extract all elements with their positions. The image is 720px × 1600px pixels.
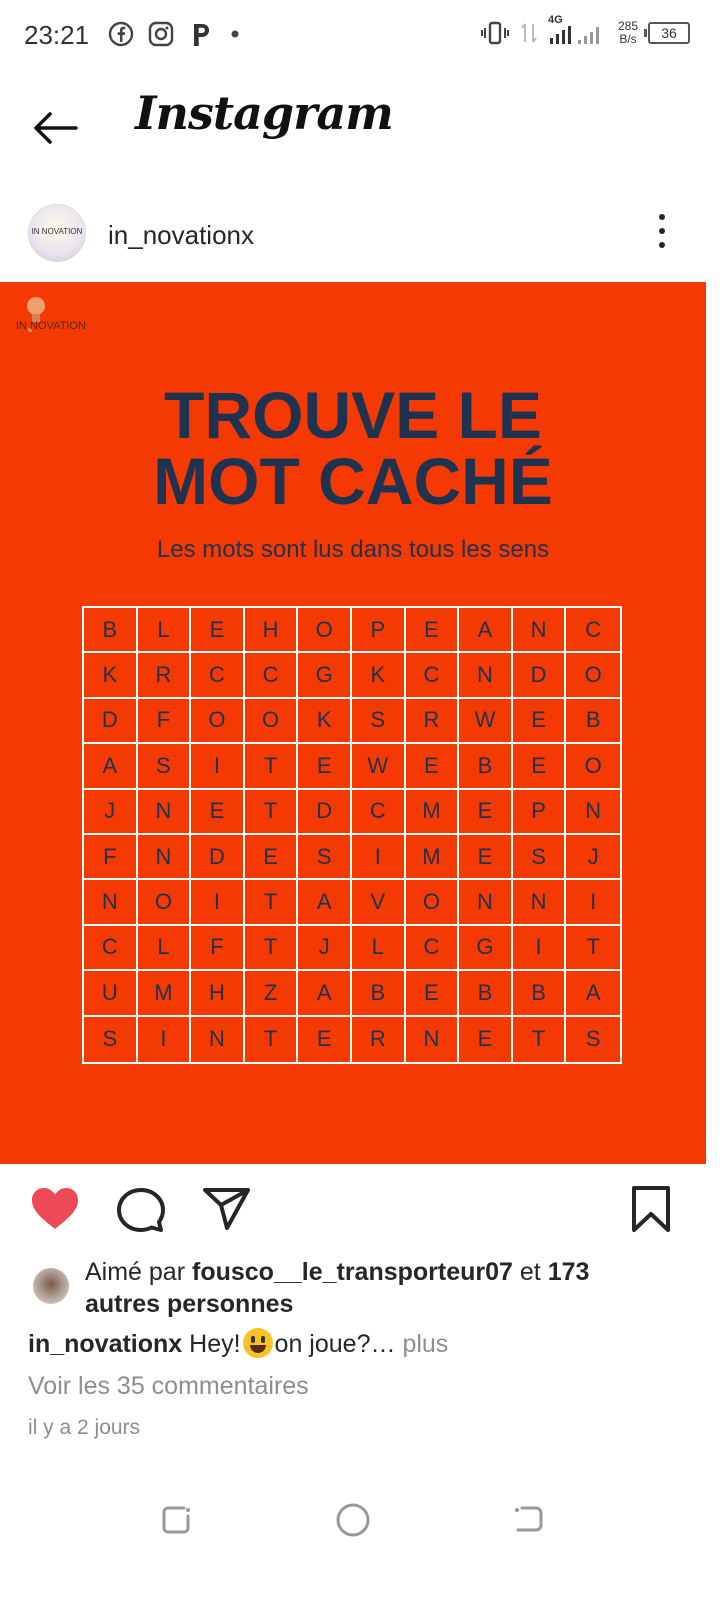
caption-text-before: Hey!	[189, 1330, 241, 1358]
instagram-icon	[148, 21, 174, 47]
grid-cell: E	[513, 699, 567, 744]
grid-cell: A	[298, 971, 352, 1016]
grid-cell: E	[298, 744, 352, 789]
battery-level: 36	[661, 25, 677, 41]
grid-cell: D	[298, 790, 352, 835]
grid-cell: F	[191, 926, 245, 971]
post-username[interactable]: in_novationx	[108, 220, 254, 250]
caption	[28, 1328, 448, 1359]
grid-cell: T	[245, 1017, 299, 1062]
grid-cell: I	[191, 744, 245, 789]
title-line-2: MOT CACHÉ	[153, 444, 553, 518]
back-arrow-icon[interactable]	[30, 108, 80, 148]
grid-cell: S	[84, 1017, 138, 1062]
grid-cell: G	[298, 653, 352, 698]
back-icon[interactable]	[510, 1502, 546, 1538]
likes-others[interactable]: 173 autres personnes	[85, 1258, 590, 1318]
more-options-icon[interactable]	[650, 214, 674, 248]
grid-cell: F	[138, 699, 192, 744]
status-right	[480, 14, 690, 48]
grid-cell: W	[352, 744, 406, 789]
grid-cell: B	[352, 971, 406, 1016]
grid-cell: J	[298, 926, 352, 971]
logo-text: IN NOVATION	[16, 320, 86, 332]
brand-logo	[14, 294, 114, 352]
grid-cell: V	[352, 880, 406, 925]
grid-cell: H	[245, 608, 299, 653]
grid-cell: E	[459, 790, 513, 835]
grid-cell: N	[138, 790, 192, 835]
send-icon[interactable]	[202, 1186, 252, 1232]
grid-cell: M	[138, 971, 192, 1016]
grid-cell: S	[298, 835, 352, 880]
grid-cell: M	[406, 790, 460, 835]
grid-cell: E	[459, 1017, 513, 1062]
comment-icon[interactable]	[116, 1186, 166, 1232]
grid-cell: E	[298, 1017, 352, 1062]
grid-cell: T	[245, 744, 299, 789]
grid-cell: N	[459, 880, 513, 925]
grid-cell: E	[245, 835, 299, 880]
facebook-icon	[108, 21, 134, 47]
grid-cell: C	[191, 653, 245, 698]
grid-cell: T	[566, 926, 620, 971]
recents-icon[interactable]	[158, 1502, 194, 1538]
grid-cell: T	[245, 790, 299, 835]
grid-cell: B	[84, 608, 138, 653]
grid-cell: C	[245, 653, 299, 698]
grid-cell: C	[406, 926, 460, 971]
grid-cell: N	[138, 835, 192, 880]
grid-cell: N	[191, 1017, 245, 1062]
grid-cell: A	[566, 971, 620, 1016]
avatar-logo-text: IN NOVATION	[31, 227, 83, 236]
grid-cell: I	[352, 835, 406, 880]
grid-cell: R	[352, 1017, 406, 1062]
vibrate-icon	[480, 20, 510, 46]
network-speed	[618, 20, 638, 46]
grid-cell: E	[513, 744, 567, 789]
grid-cell: R	[138, 653, 192, 698]
grid-cell: Z	[245, 971, 299, 1016]
avatar[interactable]	[28, 204, 86, 262]
grid-cell: I	[138, 1017, 192, 1062]
grid-cell: K	[298, 699, 352, 744]
grid-cell: A	[84, 744, 138, 789]
likes-prefix: Aimé par	[85, 1258, 186, 1286]
grid-cell: I	[513, 926, 567, 971]
grid-cell: E	[406, 608, 460, 653]
grid-cell: D	[191, 835, 245, 880]
grid-cell: B	[459, 971, 513, 1016]
pinterest-p-icon	[188, 20, 214, 48]
grid-cell: L	[352, 926, 406, 971]
post-timestamp: il y a 2 jours	[28, 1416, 141, 1439]
grid-cell: O	[298, 608, 352, 653]
caption-username[interactable]: in_novationx	[28, 1330, 183, 1358]
grid-cell: D	[84, 699, 138, 744]
bookmark-icon[interactable]	[626, 1186, 676, 1232]
grid-cell: A	[459, 608, 513, 653]
grid-cell: N	[459, 653, 513, 698]
speed-value: 285	[617, 19, 638, 33]
grid-cell: E	[459, 835, 513, 880]
grid-cell: O	[245, 699, 299, 744]
grid-cell: I	[566, 880, 620, 925]
grid-cell: C	[566, 608, 620, 653]
word-search-grid	[82, 606, 622, 1064]
status-time: 23:21	[24, 20, 90, 50]
grid-cell: A	[298, 880, 352, 925]
grid-cell: T	[245, 880, 299, 925]
grid-cell: O	[406, 880, 460, 925]
grid-cell: R	[406, 699, 460, 744]
grid-cell: S	[138, 744, 192, 789]
signal-icon	[547, 14, 608, 48]
grid-cell: N	[513, 608, 567, 653]
grid-cell: E	[406, 744, 460, 789]
grid-cell: B	[566, 699, 620, 744]
grid-cell: S	[585, 1026, 601, 1052]
grid-cell: E	[191, 608, 245, 653]
grinning-emoji-icon	[243, 1328, 273, 1358]
grid-cell: N	[566, 790, 620, 835]
grid-cell: B	[459, 744, 513, 789]
instagram-logo: Instagram	[135, 86, 393, 140]
grid-cell: O	[566, 653, 620, 698]
grid-cell: S	[513, 835, 567, 880]
grid-cell: N	[513, 880, 567, 925]
battery-indicator	[648, 22, 690, 44]
grid-cell: O	[191, 699, 245, 744]
grid-cell: F	[84, 835, 138, 880]
heart-filled-icon[interactable]	[30, 1186, 80, 1232]
grid-cell: P	[513, 790, 567, 835]
likes-middle: et	[519, 1258, 541, 1286]
grid-cell: O	[566, 744, 620, 789]
grid-cell: T	[245, 926, 299, 971]
grid-cell: S	[352, 699, 406, 744]
grid-cell: G	[459, 926, 513, 971]
grid-cell: H	[191, 971, 245, 1016]
subtitle: Les mots sont lus dans tous les sens	[156, 536, 550, 563]
liker-avatar[interactable]	[33, 1268, 69, 1304]
title-line-1: TROUVE LE	[164, 378, 542, 452]
grid-cell: E	[191, 790, 245, 835]
grid-cell: K	[352, 653, 406, 698]
grid-cell: L	[138, 926, 192, 971]
likes-user[interactable]: fousco__le_transporteur07	[192, 1258, 513, 1286]
caption-more-link[interactable]: plus	[402, 1330, 449, 1358]
home-circle-icon[interactable]	[335, 1502, 371, 1538]
post-image[interactable]	[0, 282, 706, 1164]
data-arrows-icon	[520, 20, 538, 46]
grid-cell: U	[84, 971, 138, 1016]
grid-cell: L	[138, 608, 192, 653]
grid-cell: B	[513, 971, 567, 1016]
grid-cell: E	[406, 971, 460, 1016]
speed-unit: B/s	[619, 32, 637, 46]
grid-cell: O	[138, 880, 192, 925]
grid-cell: C	[84, 926, 138, 971]
grid-cell: J	[84, 790, 138, 835]
grid-cell: T	[513, 1017, 567, 1062]
network-type: 4G	[547, 14, 563, 26]
grid-cell: I	[191, 880, 245, 925]
caption-text-after: on joue?…	[274, 1330, 396, 1358]
grid-cell: P	[352, 608, 406, 653]
grid-cell: D	[513, 653, 567, 698]
dot-icon	[228, 27, 242, 41]
grid-cell: N	[406, 1017, 460, 1062]
likes-summary[interactable]	[85, 1256, 645, 1320]
grid-cell: W	[459, 699, 513, 744]
grid-cell: K	[84, 653, 138, 698]
grid-cell: C	[352, 790, 406, 835]
grid-cell: J	[566, 835, 620, 880]
grid-cell: M	[406, 835, 460, 880]
grid-cell: N	[84, 880, 138, 925]
grid-cell: C	[406, 653, 460, 698]
notification-icons	[108, 20, 242, 48]
view-comments-link[interactable]: Voir les 35 commentaires	[28, 1372, 309, 1400]
